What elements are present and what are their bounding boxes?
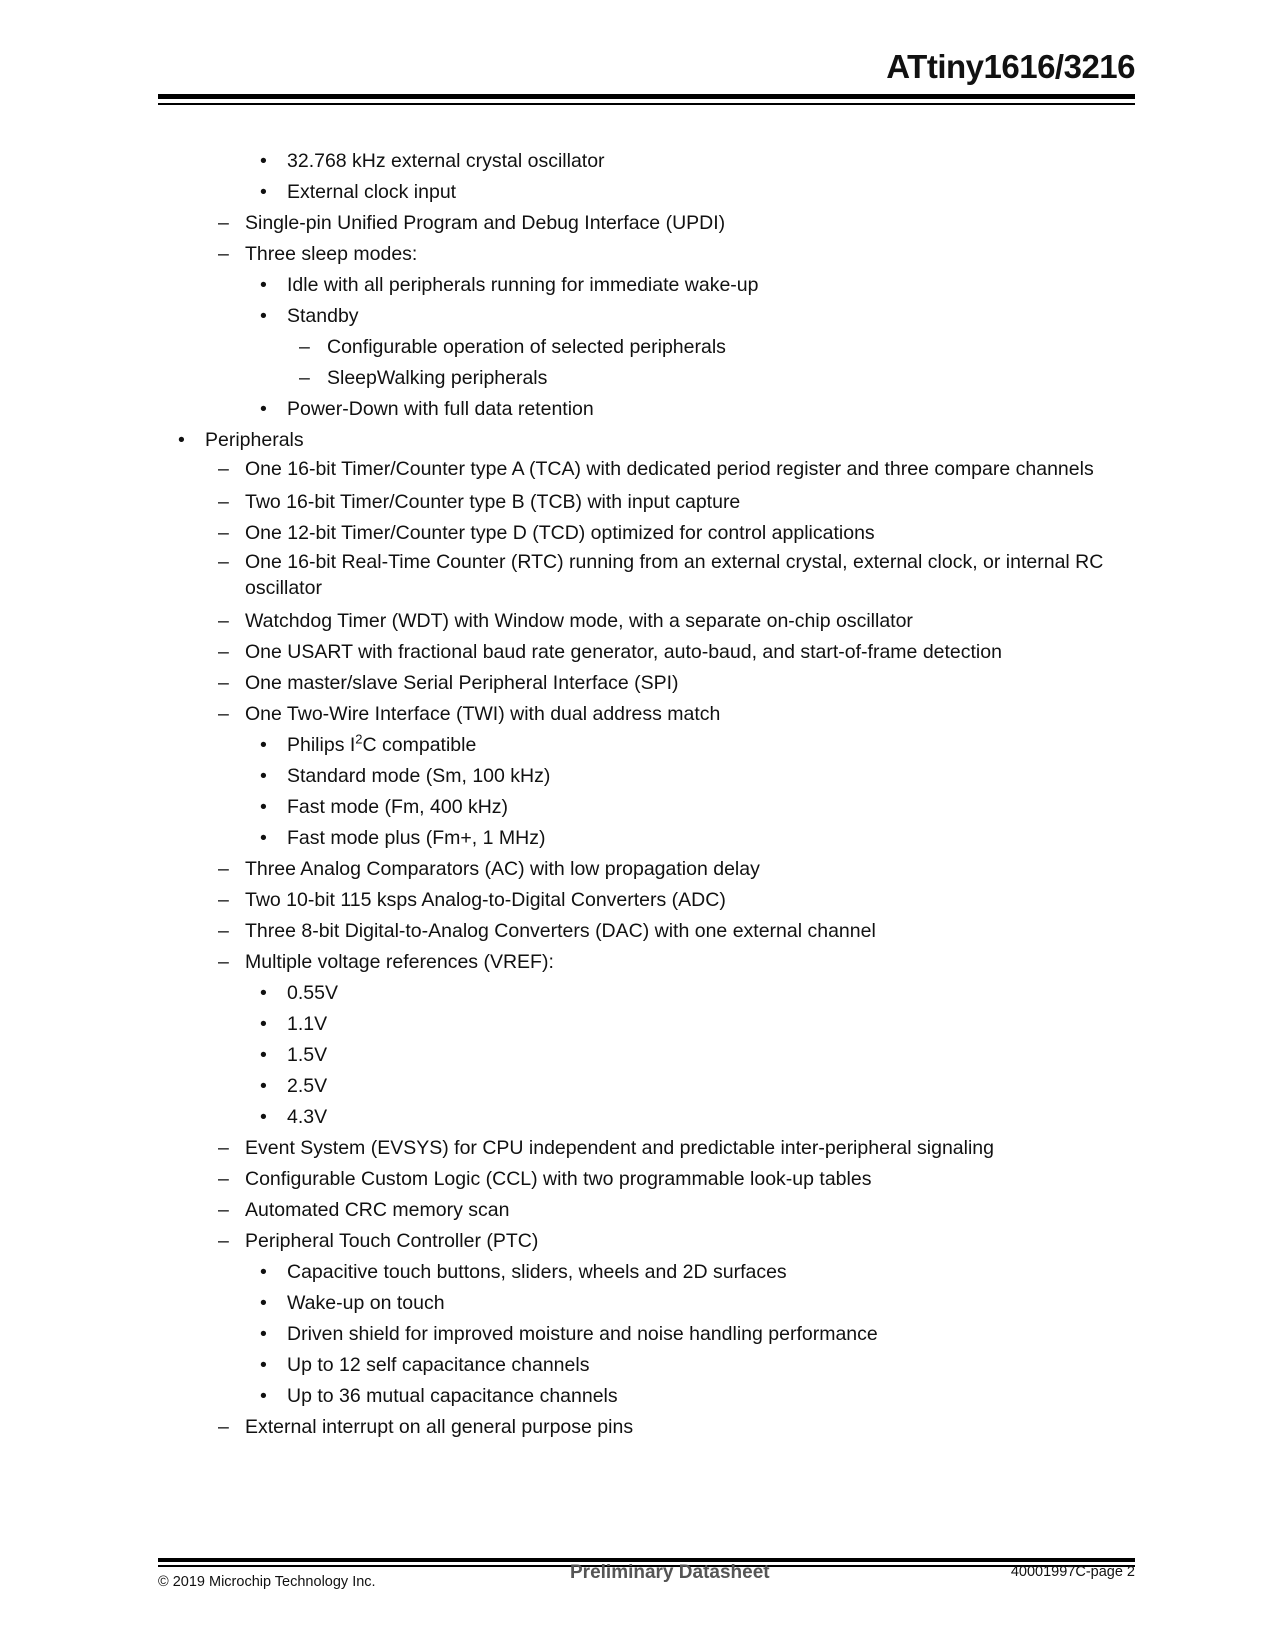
- list-item: [0, 1133, 1275, 1164]
- list-item: [0, 394, 1275, 425]
- list-item-text: 1.1V: [287, 1013, 328, 1035]
- list-item: [0, 730, 1275, 761]
- bullet-marker: •: [260, 181, 267, 203]
- dash-marker: –: [299, 367, 310, 389]
- bullet-marker: •: [260, 398, 267, 420]
- list-item-text: Peripheral Touch Controller (PTC): [245, 1230, 539, 1252]
- list-item-text: Configurable Custom Logic (CCL) with two programmable look-up tables: [245, 1168, 872, 1190]
- footer-status: Preliminary Datasheet: [570, 1562, 770, 1583]
- list-item: [0, 1350, 1275, 1381]
- list-item: [0, 332, 1275, 363]
- list-item: [0, 1381, 1275, 1412]
- dash-marker: –: [218, 1168, 229, 1190]
- list-item-text: Idle with all peripherals running for immediate wake-up: [287, 274, 759, 296]
- list-item: [0, 1257, 1275, 1288]
- list-item-text: SleepWalking peripherals: [327, 367, 548, 389]
- list-item-text: Automated CRC memory scan: [245, 1199, 510, 1221]
- list-item: [0, 208, 1275, 239]
- list-item-text: Fast mode plus (Fm+, 1 MHz): [287, 827, 546, 849]
- list-item-text: Configurable operation of selected peripherals: [327, 336, 726, 358]
- dash-marker: –: [218, 703, 229, 725]
- list-item: [0, 761, 1275, 792]
- list-item-text: Standby: [287, 305, 359, 327]
- bullet-marker: •: [260, 305, 267, 327]
- list-item-text: 2.5V: [287, 1075, 328, 1097]
- dash-marker: –: [218, 1199, 229, 1221]
- list-item-text: One USART with fractional baud rate generator, auto-baud, and start-of-frame detection: [245, 641, 1002, 663]
- bullet-marker: •: [260, 274, 267, 296]
- dash-marker: –: [218, 672, 229, 694]
- dash-marker: –: [218, 951, 229, 973]
- list-item: [0, 425, 1275, 456]
- list-item-text: One Two-Wire Interface (TWI) with dual address match: [245, 703, 721, 725]
- bullet-marker: •: [260, 734, 267, 756]
- dash-marker: –: [218, 522, 229, 544]
- list-item-text: External clock input: [287, 181, 457, 203]
- dash-marker: –: [218, 1416, 229, 1438]
- dash-marker: –: [218, 920, 229, 942]
- bullet-marker: •: [260, 765, 267, 787]
- list-item-text: One 16-bit Timer/Counter type A (TCA) with dedicated period register and three compare channels: [245, 458, 1094, 480]
- list-item: [0, 1195, 1275, 1226]
- list-item-text: Driven shield for improved moisture and noise handling performance: [287, 1323, 878, 1345]
- list-item-text: One master/slave Serial Peripheral Interface (SPI): [245, 672, 679, 694]
- list-item: [0, 1071, 1275, 1102]
- list-item: [0, 1319, 1275, 1350]
- dash-marker: –: [218, 243, 229, 265]
- list-item: [0, 270, 1275, 301]
- list-item-text: Multiple voltage references (VREF):: [245, 951, 554, 973]
- list-item-text: 32.768 kHz external crystal oscillator: [287, 150, 605, 172]
- list-item: [0, 487, 1275, 518]
- list-item: [0, 239, 1275, 270]
- dash-marker: –: [218, 610, 229, 632]
- list-item-text: 4.3V: [287, 1106, 328, 1128]
- dash-marker: –: [218, 1230, 229, 1252]
- dash-marker: –: [218, 491, 229, 513]
- footer-page-number: 40001997C-page 2: [1010, 1564, 1135, 1580]
- list-item: [0, 1412, 1275, 1443]
- list-item-text: Fast mode (Fm, 400 kHz): [287, 796, 509, 818]
- list-item-text: One 12-bit Timer/Counter type D (TCD) optimized for control applications: [245, 522, 875, 544]
- header-rule-thick: [158, 94, 1135, 99]
- text-prefix: Philips I: [287, 734, 356, 756]
- list-item: [0, 363, 1275, 394]
- list-item: [0, 792, 1275, 823]
- list-item: [0, 916, 1275, 947]
- superscript: 2: [355, 731, 363, 747]
- list-item-text: Peripherals: [205, 429, 304, 451]
- dash-marker: –: [218, 641, 229, 663]
- bullet-marker: •: [260, 1385, 267, 1407]
- bullet-marker: •: [260, 1292, 267, 1314]
- list-item: [0, 549, 1275, 601]
- bullet-marker: •: [260, 1261, 267, 1283]
- list-item: [0, 978, 1275, 1009]
- list-item-text: Up to 12 self capacitance channels: [287, 1354, 590, 1376]
- list-item: [0, 1164, 1275, 1195]
- dash-marker: –: [299, 336, 310, 358]
- dash-marker: –: [218, 458, 229, 480]
- bullet-marker: •: [260, 1323, 267, 1345]
- bullet-marker: •: [260, 150, 267, 172]
- list-item-text: [0, 730, 1275, 761]
- dash-marker: –: [218, 1137, 229, 1159]
- bullet-marker: •: [260, 982, 267, 1004]
- list-item: [0, 854, 1275, 885]
- list-item: [0, 301, 1275, 332]
- bullet-marker: •: [260, 827, 267, 849]
- dash-marker: –: [218, 212, 229, 234]
- bullet-marker: •: [260, 1013, 267, 1035]
- list-item-text: Three Analog Comparators (AC) with low propagation delay: [245, 858, 760, 880]
- footer-copyright: © 2019 Microchip Technology Inc.: [158, 1574, 376, 1590]
- list-item: [0, 146, 1275, 177]
- list-item-text: 1.5V: [287, 1044, 328, 1066]
- dash-marker: –: [218, 551, 229, 573]
- list-item-text: 0.55V: [287, 982, 338, 1004]
- list-item-text: Wake-up on touch: [287, 1292, 445, 1314]
- bullet-marker: •: [260, 1075, 267, 1097]
- list-item: [0, 947, 1275, 978]
- list-item-text: Capacitive touch buttons, sliders, wheels and 2D surfaces: [287, 1261, 787, 1283]
- list-item: [0, 1226, 1275, 1257]
- list-item: [0, 1288, 1275, 1319]
- dash-marker: –: [218, 889, 229, 911]
- list-item-text: Two 16-bit Timer/Counter type B (TCB) with input capture: [245, 491, 741, 513]
- list-item-text: Watchdog Timer (WDT) with Window mode, with a separate on-chip oscillator: [245, 610, 913, 632]
- list-item-text: One 16-bit Real-Time Counter (RTC) running from an external crystal, external clock, or internal RC oscillator: [245, 551, 1104, 599]
- list-item: [0, 177, 1275, 208]
- list-item: [0, 668, 1275, 699]
- list-item: [0, 518, 1275, 549]
- list-item-text: Up to 36 mutual capacitance channels: [287, 1385, 618, 1407]
- list-item-text: Single-pin Unified Program and Debug Interface (UPDI): [245, 212, 726, 234]
- document-title: ATtiny1616/3216: [886, 48, 1135, 85]
- list-item: [0, 637, 1275, 668]
- list-item: [0, 1009, 1275, 1040]
- list-item: [0, 823, 1275, 854]
- list-item-text: Three 8-bit Digital-to-Analog Converters (DAC) with one external channel: [245, 920, 876, 942]
- list-item-text: Power-Down with full data retention: [287, 398, 594, 420]
- bullet-marker: •: [260, 796, 267, 818]
- bullet-marker: •: [260, 1354, 267, 1376]
- list-item-text: Event System (EVSYS) for CPU independent and predictable inter-peripheral signaling: [245, 1137, 994, 1159]
- bullet-marker: •: [178, 429, 185, 451]
- list-item: [0, 1040, 1275, 1071]
- list-item-text: Three sleep modes:: [245, 243, 418, 265]
- feature-list: [0, 146, 1275, 1443]
- list-item-text: External interrupt on all general purpose pins: [245, 1416, 634, 1438]
- list-item: [0, 885, 1275, 916]
- text-suffix: C compatible: [362, 734, 477, 756]
- bullet-marker: •: [260, 1106, 267, 1128]
- dash-marker: –: [218, 858, 229, 880]
- list-item-text: Standard mode (Sm, 100 kHz): [287, 765, 551, 787]
- header-rule-thin: [158, 103, 1135, 105]
- bullet-marker: •: [260, 1044, 267, 1066]
- list-item: [0, 699, 1275, 730]
- list-item: [0, 606, 1275, 637]
- list-item: [0, 456, 1275, 482]
- list-item-text: Two 10-bit 115 ksps Analog-to-Digital Converters (ADC): [245, 889, 726, 911]
- list-item: [0, 1102, 1275, 1133]
